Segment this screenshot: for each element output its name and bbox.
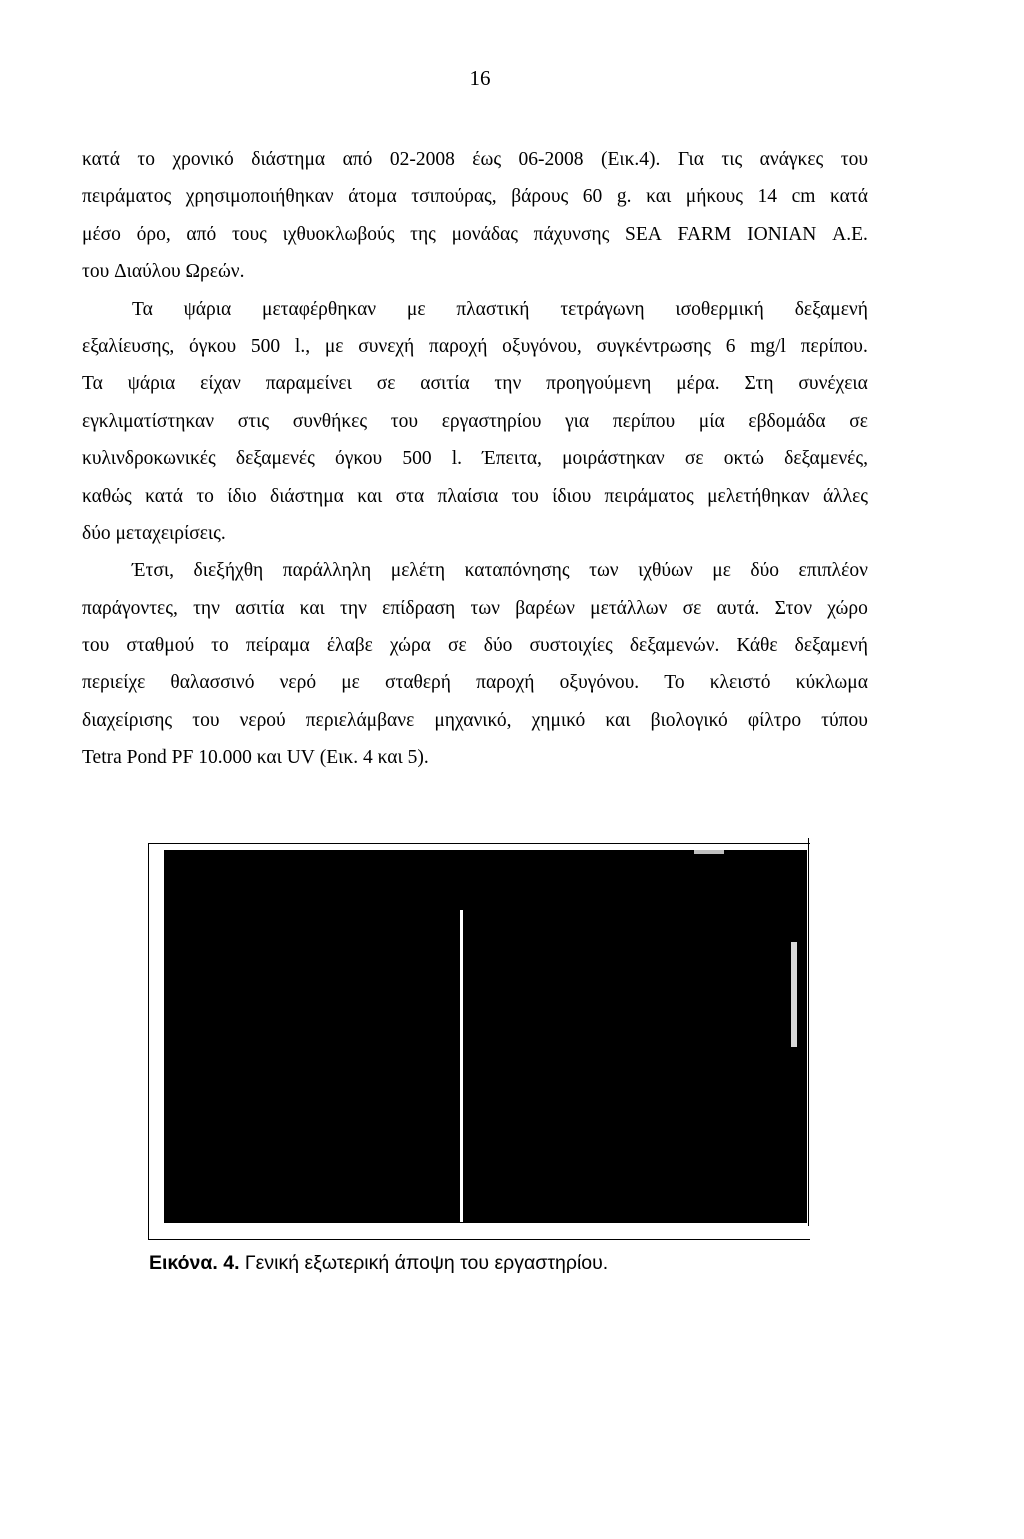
word: κυλινδροκωνικές [82, 448, 216, 470]
word: ψάρια [183, 298, 232, 320]
text-line [82, 178, 868, 215]
word: δύο [82, 522, 111, 544]
text-line [82, 365, 868, 402]
word: σε [447, 635, 467, 657]
word: και [256, 747, 282, 769]
word: πλαστική [456, 298, 530, 320]
word: Pond [126, 747, 167, 769]
word: κλειστό [709, 672, 771, 694]
word: με [341, 672, 360, 694]
text-line [82, 739, 868, 776]
word: συστοιχίες [529, 635, 613, 657]
word: 10.000 [198, 747, 252, 769]
word: φίλτρο [747, 709, 802, 731]
word: ανάγκες [759, 149, 824, 170]
word: πάχυνσης [533, 223, 610, 245]
word: πειράματος [82, 186, 172, 208]
word: FARM [677, 223, 732, 245]
word: μηχανικό, [434, 709, 512, 731]
word: 06-2008 [518, 149, 584, 170]
word: και [377, 747, 403, 769]
text-line [82, 702, 868, 739]
word: παραμείνει [265, 373, 352, 395]
word: συνεχή [358, 335, 415, 357]
word: με [712, 560, 731, 582]
text-line [82, 478, 868, 515]
word: διαχείρισης [82, 709, 173, 731]
word: παράλληλη [282, 560, 372, 582]
word: εξαλίευσης, [82, 335, 175, 357]
word: περιείχε [82, 672, 146, 694]
word: Τα [132, 298, 153, 320]
word: νερό [279, 672, 317, 694]
word: τσιπούρας, [411, 186, 497, 208]
word: PF [171, 747, 194, 769]
word: ιχθυοκλωβούς [282, 223, 395, 245]
word: περιελάμβανε [305, 709, 415, 731]
word: εβδομάδα [748, 410, 826, 432]
photo-highlight [694, 850, 724, 854]
word: Tetra [82, 747, 122, 769]
word: έλαβε [326, 635, 373, 657]
word: Ωρεών. [185, 261, 245, 283]
word: κατά [145, 485, 184, 507]
word: του [840, 149, 868, 170]
word: συνέχεια [798, 373, 868, 395]
word: κατά [830, 186, 868, 208]
word: του [192, 709, 220, 731]
word: συγκέντρωσης [596, 335, 711, 357]
word: και [646, 186, 672, 208]
word: του [390, 410, 418, 432]
word: 4 [363, 747, 373, 769]
word: την [193, 597, 220, 619]
word: μοιράστηκαν [562, 448, 665, 470]
word: του [82, 635, 110, 657]
word: ισοθερμική [675, 298, 764, 320]
word: l. [451, 448, 463, 470]
word: δύο [750, 560, 780, 582]
word: και [357, 485, 383, 507]
word: είχαν [200, 373, 241, 395]
word: (Εικ. [319, 747, 359, 769]
word: 500 [250, 335, 281, 357]
laboratory-photo [164, 850, 807, 1223]
word: εγκλιματίστηκαν [82, 410, 215, 432]
word: δεξαμενή [794, 298, 868, 320]
word: του [82, 261, 110, 283]
word: περίπου. [800, 335, 868, 357]
word: μετάλλων [590, 597, 668, 619]
text-line [82, 253, 868, 290]
word: 6 [725, 335, 736, 357]
word: δεξαμενή [794, 635, 868, 657]
word: 500 [402, 448, 432, 470]
word: σταθμού [126, 635, 195, 657]
word: σε [684, 448, 704, 470]
word: μία [698, 410, 725, 432]
word: παροχή [429, 335, 488, 357]
word: σταθερή [384, 672, 451, 694]
text-line [82, 664, 868, 701]
word: καταπόνησης [464, 560, 570, 582]
text-line [82, 328, 868, 365]
photo-line-2 [791, 942, 797, 1047]
word: Για [677, 149, 704, 170]
word: δεξαμενές [235, 448, 315, 470]
word: άλλες [822, 485, 868, 507]
word: 5). [407, 747, 429, 769]
word: SEA [625, 223, 662, 245]
word: χημικό [531, 709, 586, 731]
word: έως [472, 149, 502, 170]
word: Στον [774, 597, 813, 619]
word: παροχή [476, 672, 535, 694]
word: παράγοντες, [82, 597, 178, 619]
word: cm [791, 186, 816, 208]
word: από [186, 223, 217, 245]
word: g. [616, 186, 632, 208]
text-line [82, 590, 868, 627]
word: τύπου [821, 709, 868, 731]
word: όγκου [188, 335, 237, 357]
text-line [82, 552, 868, 589]
word: ψάρια [127, 373, 176, 395]
word: πλαίσια [437, 485, 499, 507]
word: κατά [82, 149, 120, 170]
word: μεταχειρίσεις. [115, 522, 226, 544]
word: διάστημα [270, 485, 344, 507]
word: των [470, 597, 500, 619]
word: με [324, 335, 344, 357]
word: πειράματος [604, 485, 694, 507]
page-number: 16 [469, 66, 491, 90]
word: και [605, 709, 631, 731]
word: διάστημα [251, 149, 326, 170]
text-line [82, 627, 868, 664]
word: άτομα [348, 186, 397, 208]
word: ασιτία [420, 373, 470, 395]
word: για [565, 410, 590, 432]
word: χρησιμοποιήθηκαν [185, 186, 334, 208]
word: μονάδας [451, 223, 518, 245]
word: l., [294, 335, 311, 357]
word: δεξαμενών. [629, 635, 720, 657]
text-line [82, 291, 868, 328]
word: την [340, 597, 367, 619]
word: οξυγόνου, [502, 335, 582, 357]
word: από [342, 149, 373, 170]
word: νερού [239, 709, 286, 731]
word: οξυγόνου. [559, 672, 640, 694]
word: μέσο [82, 223, 121, 245]
text-line [82, 440, 868, 477]
figure-frame-right [808, 838, 809, 1226]
word: βαρέων [515, 597, 575, 619]
figure-caption-text: Γενική εξωτερική άποψη του εργαστηρίου. [244, 1252, 609, 1274]
word: Το [664, 672, 685, 694]
word: επιπλέον [798, 560, 868, 582]
word: Τα [82, 373, 103, 395]
word: βιολογικό [650, 709, 728, 731]
word: το [137, 149, 155, 170]
word: UV [286, 747, 315, 769]
word: μελετήθηκαν [707, 485, 810, 507]
word: τους [231, 223, 267, 245]
text-line [82, 403, 868, 440]
word: κύκλωμα [795, 672, 868, 694]
word: τετράγωνη [560, 298, 645, 320]
word: (Εικ.4). [600, 149, 661, 170]
word: το [196, 485, 214, 507]
text-line [82, 141, 868, 178]
word: Στη [744, 373, 774, 395]
word: καθώς [82, 485, 132, 507]
word: θαλασσινό [170, 672, 255, 694]
word: μέρα. [676, 373, 720, 395]
word: εργαστηρίου [441, 410, 542, 432]
word: Έπειτα, [482, 448, 542, 470]
word: συνθήκες [292, 410, 368, 432]
word: του [511, 485, 539, 507]
word: την [494, 373, 522, 395]
word: A.E. [832, 223, 868, 245]
word: τις [721, 149, 743, 170]
word: σε [376, 373, 396, 395]
word: δεξαμενές, [784, 448, 868, 470]
word: μήκους [685, 186, 743, 208]
word: σε [682, 597, 702, 619]
word: περίπου [612, 410, 676, 432]
word: επίδραση [382, 597, 456, 619]
text-line [82, 216, 868, 253]
word: mg/l [750, 335, 786, 357]
word: 14 [757, 186, 778, 208]
word: όρο, [136, 223, 171, 245]
word: χώρα [389, 635, 431, 657]
word: με [406, 298, 426, 320]
word: μεταφέρθηκαν [262, 298, 377, 320]
word: μελέτη [390, 560, 446, 582]
word: διεξήχθη [193, 560, 264, 582]
word: όγκου [334, 448, 383, 470]
figure-caption [149, 1252, 608, 1275]
word: της [410, 223, 436, 245]
word: αυτά. [716, 597, 760, 619]
word: στα [395, 485, 425, 507]
word: IONIAN [747, 223, 817, 245]
word: χώρο [827, 597, 868, 619]
word: ιχθύων [638, 560, 693, 582]
word: οκτώ [723, 448, 764, 470]
word: των [589, 560, 619, 582]
word: Έτσι, [132, 560, 174, 582]
word: χρονικό [172, 149, 234, 170]
word: στις [237, 410, 270, 432]
figure-frame-top [148, 843, 808, 844]
word: σε [849, 410, 868, 432]
figure-caption-label: Εικόνα. 4. [149, 1252, 240, 1274]
word: δύο [483, 635, 513, 657]
text-line [82, 515, 868, 552]
word: ίδιο [227, 485, 257, 507]
word: προηγούμενη [546, 373, 652, 395]
word: πείραμα [245, 635, 310, 657]
word: 60 [582, 186, 603, 208]
body-text [82, 141, 868, 777]
word: ίδιου [552, 485, 592, 507]
word: το [211, 635, 229, 657]
word: βάρους [511, 186, 569, 208]
word: Κάθε [736, 635, 778, 657]
word: Διαύλου [114, 261, 181, 283]
photo-line-1 [460, 910, 463, 1222]
word: και [299, 597, 325, 619]
word: 02-2008 [389, 149, 455, 170]
word: ασιτία [235, 597, 285, 619]
